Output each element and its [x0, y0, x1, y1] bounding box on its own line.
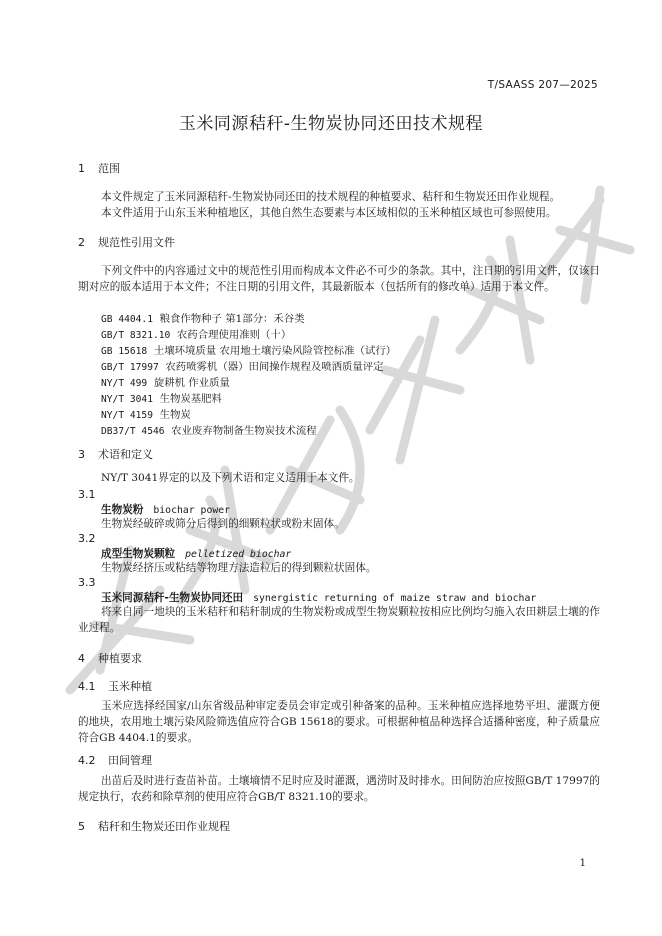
term-name-zh: 玉米同源秸秆-生物炭协同还田 [101, 592, 244, 604]
subsection-title: 田间管理 [108, 754, 152, 767]
subsection-number: 4.1 [78, 680, 96, 693]
reference-item [101, 342, 396, 357]
term-name-en: biochar power [153, 505, 231, 516]
terms-intro: NY/T 3041界定的以及下列术语和定义适用于本文件。 [101, 472, 360, 484]
field-management-paragraph: 出苗后及时进行查苗补苗。土壤墒情不足时应及时灌溉，遇涝时及时排水。田间防治应按照GB/T 17997的规定执行，农药和除草剂的使用应符合GB/T 8321.10的要求。 [78, 775, 600, 803]
term-name-zh: 成型生物炭颗粒 [101, 548, 176, 560]
subsection-title: 玉米种植 [108, 680, 152, 693]
document-title: 玉米同源秸秆-生物炭协同还田技术规程 [178, 114, 484, 134]
term-name [101, 502, 230, 517]
reference-code: NY/T 3041 [101, 394, 153, 405]
term-number: 3.2 [78, 532, 96, 545]
section-heading-3 [78, 446, 153, 462]
page-number: 1 [579, 858, 586, 869]
term-definition: 生物炭经挤压或粘结等物理方法造粒后的得到颗粒状固体。 [101, 562, 377, 574]
reference-item [101, 326, 291, 341]
section-number: 1 [78, 162, 85, 175]
section-number: 2 [78, 236, 85, 249]
reference-item [101, 390, 222, 405]
term-name [101, 590, 536, 605]
reference-code: DB37/T 4546 [101, 426, 165, 437]
term-number: 3.3 [78, 576, 96, 589]
reference-code: GB/T 8321.10 [101, 330, 171, 341]
reference-name: 土壤环境质量 农用地土壤污染风险管控标准（试行） [153, 345, 397, 357]
reference-code: NY/T 4159 [101, 410, 153, 421]
term-name-en: synergistic returning of maize straw and biochar [253, 593, 537, 604]
term-number: 3.1 [78, 488, 96, 501]
subsection-heading-4-2 [78, 752, 152, 768]
document-number: T/SAASS 207—2025 [487, 79, 598, 91]
section-number: 5 [78, 820, 85, 833]
reference-name: 生物炭基肥料 [159, 393, 222, 405]
reference-item [101, 422, 317, 437]
subsection-number: 4.2 [78, 754, 96, 767]
reference-name: 农业废弃物制备生物炭技术流程 [171, 425, 317, 437]
references-intro: 下列文件中的内容通过文中的规范性引用而构成本文件必不可少的条款。其中，注日期的引用文件，仅该日期对应的版本适用于本文件；不注日期的引用文件，其最新版本（包括所有的修改单）适用于本文件。 [78, 265, 600, 293]
section-number: 4 [78, 652, 85, 665]
reference-name: 农药喷雾机（器）田间操作规程及喷洒质量评定 [165, 361, 384, 373]
section-title: 种植要求 [98, 652, 142, 665]
reference-item [101, 406, 191, 421]
reference-item [101, 374, 230, 389]
term-name-en: pelletized biochar [185, 549, 292, 560]
term-name-zh: 生物炭粉 [101, 504, 144, 516]
section-heading-5 [78, 818, 230, 834]
section-title: 秸秆和生物炭还田作业规程 [98, 820, 230, 833]
section-heading-4 [78, 650, 142, 666]
term-definition: 生物炭经破碎或筛分后得到的细颗粒状或粉末固体。 [101, 518, 345, 530]
reference-name: 粮食作物种子 第1部分：禾谷类 [159, 313, 305, 325]
planting-paragraph: 玉米应选择经国家/山东省级品种审定委员会审定或引种备案的品种。玉米种植应选择地势平坦、灌溉方便的地块，农用地土壤污染风险筛选值应符合GB 15618的要求。可根据种植品种选择合适播种密度，种子质量应符合GB 4404.1的要求。 [78, 700, 600, 744]
reference-code: NY/T 499 [101, 378, 148, 389]
section-heading-2 [78, 234, 175, 250]
reference-name: 生物炭 [159, 409, 191, 421]
reference-code: GB 4404.1 [101, 314, 153, 325]
section-heading-1 [78, 160, 120, 176]
reference-code: GB/T 17997 [101, 362, 159, 373]
section-title: 规范性引用文件 [98, 236, 175, 249]
section-title: 范围 [98, 162, 120, 175]
reference-code: GB 15618 [101, 346, 148, 357]
section-title: 术语和定义 [98, 448, 153, 461]
reference-item [101, 358, 384, 373]
scope-paragraph-1: 本文件规定了玉米同源秸秆-生物炭协同还田的技术规程的种植要求、秸秆和生物炭还田作业规程。 [101, 191, 561, 203]
term-definition: 将来自同一地块的玉米秸秆和秸秆制成的生物炭粉或成型生物炭颗粒按相应比例均匀施入农田耕层土壤的作业过程。 [78, 606, 600, 634]
section-number: 3 [78, 448, 85, 461]
subsection-heading-4-1 [78, 678, 152, 694]
term-name [101, 546, 291, 561]
scope-paragraph-2: 本文件适用于山东玉米种植地区，其他自然生态要素与本区域相似的玉米种植区域也可参照使用。 [101, 207, 557, 219]
reference-item [101, 310, 305, 325]
reference-name: 农药合理使用准则（十） [176, 329, 292, 341]
reference-name: 旋耕机 作业质量 [153, 377, 230, 389]
